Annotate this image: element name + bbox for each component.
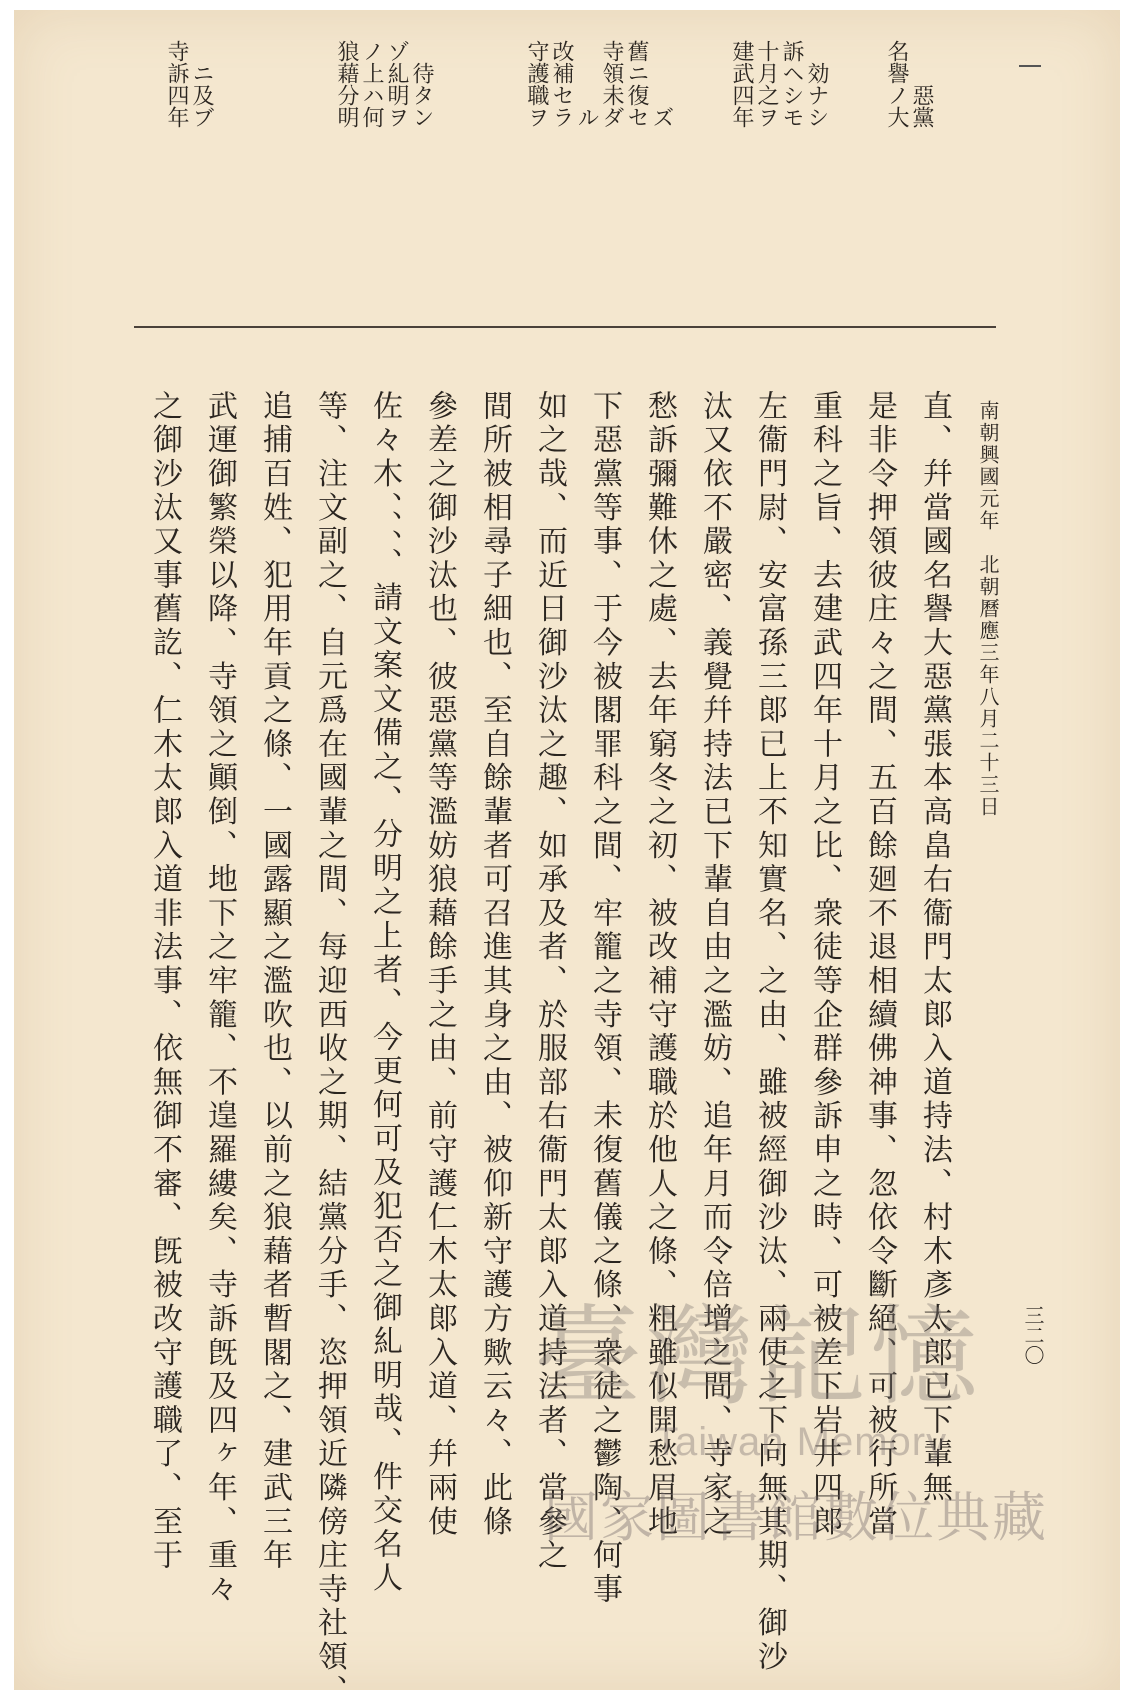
text-column: 之御沙汰又事舊訖、仁木太郞入道非法事、依無御不審、旣被改守護職了、至于 [147,390,182,1573]
text-column: 參差之御沙汰也、彼惡黨等濫妨狼藉餘手之由、前守護仁木太郞入道、幷兩使 [422,390,457,1540]
head-note-line: 訴ヘシモ [779,40,804,128]
text-column: 間所被相尋子細也、至自餘輩者可召進其身之由、被仰新守護方歟云々、此條 [477,390,512,1540]
text-column: 追捕百姓、犯用年貢之條、一國露顯之濫吹也、以前之狼藉者暫閣之、建武三年 [257,390,292,1573]
head-note-5 [164,40,214,134]
head-note-line: 惡黨 [909,84,934,128]
head-note-1 [884,40,934,134]
running-header: 南朝興國元年 北朝曆應三年八月二十三日 [976,400,1000,818]
text-column: 武運御繁榮以降、寺領之顚倒、地下之牢籠、不遑羅縷矣、寺訴旣及四ヶ年、重々 [202,390,237,1607]
text-column: 直、幷當國名譽大惡黨張本高畠右衞門太郞入道持法、村木彥太郞已下輩無 [917,390,952,1506]
head-note-4 [334,40,434,134]
head-note-line: ル [574,106,599,128]
text-column: 如之哉、而近日御沙汰之趣、如承及者、於服部右衞門太郞入道持法者、當參之 [532,390,567,1573]
text-column: 是非令押領彼庄々之間、五百餘廻不退相續佛神事、忽依令斷絕、可被行所當 [862,390,897,1540]
text-column: 佐々木、、、、請文案文備之、分明之上者、今更何可及犯否之御糺明哉、件交名人 [367,390,402,1596]
head-note-line: 狼藉分明 [334,40,359,128]
head-note-line: 名譽ノ大 [884,40,909,128]
page-edge-mark [1019,65,1041,67]
head-note-2 [729,40,829,134]
head-note-line: ニ及ブ [189,62,214,128]
text-column: 等、注文副之、自元爲在國輩之間、每迎西收之期、結黨分手、恣押領近隣傍庄寺社領、 [312,390,347,1708]
head-note-line: 効ナシ [804,62,829,128]
head-note-line: 待タン [409,62,434,128]
watermark-english: Taiwan Memory [654,1420,948,1464]
head-note-line: 守護職ヲ [524,40,549,128]
head-rule [134,326,996,328]
watermark-logo-text: 臺灣記憶 [534,1295,983,1420]
head-note-3 [524,40,674,134]
head-note-line: 寺領未ダ [599,40,624,128]
text-column: 重科之旨、去建武四年十月之比、衆徒等企群參訴申之時、可被差下岩井四郞 [807,390,842,1540]
text-column: 下惡黨等事、于今被閣罪科之間、牢籠之寺領、未復舊儀之條、衆徒之鬱陶、何事 [587,390,622,1607]
head-note-line: 建武四年 [729,40,754,128]
head-note-line: 十月之ヲ [754,40,779,128]
head-note-line: ズ [649,106,674,128]
head-note-line: 舊ニ復セ [624,40,649,128]
text-column: 愁訴彌難休之處、去年窮冬之初、被改補守護職於他人之條、粗雖似開愁眉地 [642,390,677,1540]
head-note-line: 改補セラ [549,40,574,128]
head-note-line: ノ上ハ何 [359,40,384,128]
page-number: 三二〇 [1021,1305,1045,1365]
book-page [14,10,1120,1708]
text-column: 汰又依不嚴密、義覺幷持法已下輩自由之濫妨、追年月而令倍增之間、寺家之 [697,390,732,1540]
head-note-line: 寺訴四年 [164,40,189,128]
head-note-line: ゾ糺明ヲ [384,40,409,128]
watermark-caption: 國家圖書館數位典藏 [544,1486,1048,1549]
text-column: 左衞門尉、安富孫三郞已上不知實名、之由、雖被經御沙汰、兩使之下向無其期、御沙 [752,390,787,1675]
